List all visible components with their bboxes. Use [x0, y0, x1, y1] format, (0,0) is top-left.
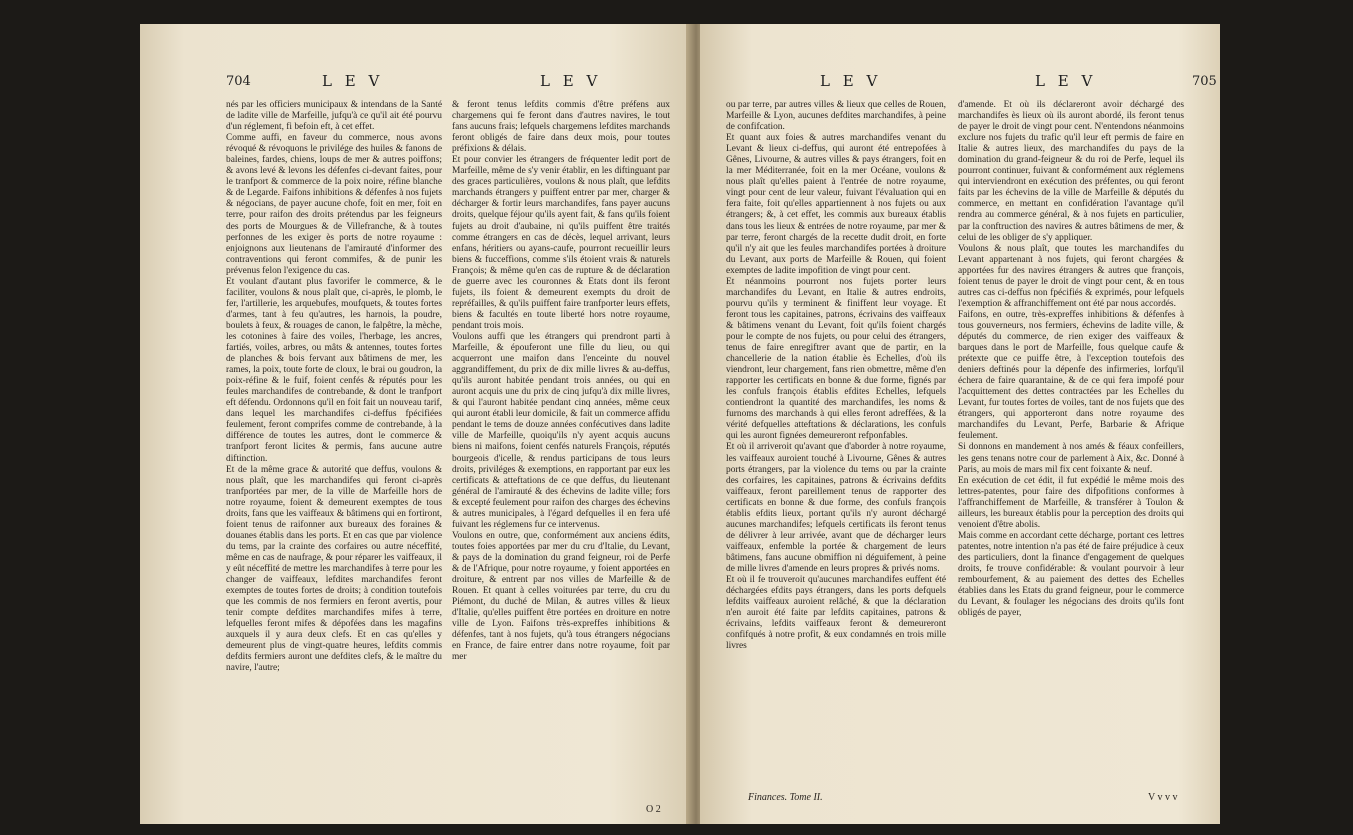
- running-head: L E V: [820, 72, 882, 90]
- text-column: & feront tenus lefdits commis d'être préfens aux chargemens qui fe feront dans d'autres navires, le tout fans aucuns frais; lefquels chargemens lefdites marchands feront obligés de faire dans deux mois, pour toutes préfixions & délais. Et pour convier les étrangers de fréquenter ledit port de Marfeille, même de s'y venir établir, en les diftinguant par des graces particulières, voulons & nous plaît, que lefdits marchands étrangers y puiffent entrer par mer, charger & décharger & fortir leurs marchandifes, fans payer aucuns droits, quelque féjour qu'ils ayent fait, & fans qu'ils foient fujets au droit d'aubaine, ni qu'ils puiffent être traités comme étrangers en cas de décès, lequel arrivant, leurs enfans, héritiers ou ayans-caufe, pourront recueillir leurs biens & fucceffions, comme s'ils étoient vrais & naturels François; & même qu'en cas de rupture & de déclaration de guerre avec les couronnes & Etats dont ils feront fujets, ils foient & demeurent exempts du droit de repréfailles, & qu'ils puiffent faire tranfporter leurs effets, biens & facultés en toute liberté hors notre royaume, pendant trois mois. Voulons auffi que les étrangers qui prendront parti à Marfeille, & épouferont une fille du lieu, ou qui acquerront une maifon dans l'enceinte du nouvel aggrandiffement, du prix de dix mille livres & au-deffus, qu'ils auront habitée pendant trois années, ou qui en auront acquis une du prix de cinq jufqu'à dix mille livres, & qui l'auront habitée pendant cinq années, même ceux qui auront établi leur domicile, & fait un commerce affidu pendant le tems de douze années confécutives dans ladite ville de Marfeille, quoiqu'ils n'y ayent acquis aucuns biens ni maifons, foient cenfés naturels François, réputés bourgeois d'icelle, & rendus participans de tous leurs droits, priviléges & exemptions, en rapportant par eux les certificats & atteftations de ce que deffus, du lieutenant général de l'amirauté & des échevins de ladite ville; fors & excepté feulement pour raifon des charges des échevins & autres municipales, à l'égard defquelles il en fera ufé fuivant les réglemens fur ce intervenus. Voulons en outre, que, conformément aux anciens édits, toutes foies apportées par mer du cru d'Italie, du Levant, & pays de la domination du grand feigneur, roi de Perfe & de l'Afrique, pour notre royaume, y foient apportées en droiture, & entrent par nos villes de Marfeille & de Rouen. Et quant à celles voiturées par terre, du cru du Piémont, du duché de Milan, & autres villes & lieux d'Italie, qu'elles puiffent être portées en droiture en notre ville de Lyon. Faifons très-expreffes inhibitions & défenfes, tant à nos fujets, qu'à tous étrangers négocians en France, de faire entrer dans notre royaume, foit par mer: [452, 100, 670, 663]
- text-column: ou par terre, par autres villes & lieux que celles de Rouen, Marfeille & Lyon, aucunes defdites marchandifes, à peine de confifcation. Et quant aux foies & autres marchandifes venant du Levant & lieux ci-deffus, qui auront été entrepofées à Gênes, Livourne, & autres villes & pays étrangers, foit en la mer Méditerranée, foit en la mer Océane, voulons & nous plaît qu'elles paient à l'entrée de notre royaume, vingt pour cent de leur valeur, fuivant l'évaluation qui en fera faite, foit qu'elles appartiennent à nos fujets ou aux étrangers; &, à cet effet, les commis aux bureaux établis dans tous les lieux & entrées de notre royaume, par mer & par terre, feront chargés de la recette dudit droit, en forte qu'il n'y ait que les feules marchandifes portées à droiture du Levant, aux ports de Marfeille & Rouen, qui foient exemptes de ladite impofition de vingt pour cent. Et néanmoins pourront nos fujets porter leurs marchandifes du Levant, en Italie & autres endroits, pourvu qu'ils y terminent & finiffent leur voyage. Et feront tous les capitaines, patrons, écrivains des vaiffeaux & bâtimens venant du Levant, foit qu'ils foient chargés pour le compte de nos fujets, ou pour celui des étrangers, tenus de faire enregiftrer avant que de partir, en la chancellerie de la nation établie ès Echelles, d'où ils viendront, leur chargement, fans rien obmettre, même d'en rapporter les certificats en bonne & due forme, fignés par les confuls françois établis efdites Echelles, lefquels contiendront la quantité des marchandifes, les noms & furnoms des marchands à qui elles feront adreffées, & la vérité defquelles atteftations & déclarations, les confuls qui les auront fignées demeureront refponfables. Et où il arriveroit qu'avant que d'aborder à notre royaume, les vaiffeaux auroient touché à Livourne, Gênes & autres ports étrangers, par la violence du tems ou par la crainte des corfaires, les capitaines, patrons & écrivains defdits vaiffeaux, feront pareillement tenus de rapporter des certificats en bonne & due forme, des confuls françois établis efdits lieux, portant qu'ils n'y auront déchargé aucunes marchandifes; lefquels certificats ils feront tenus de délivrer à leur arrivée, avant que de décharger leurs vaiffeaux, enfemble la portée & chargement de leurs bâtimens, fans aucune obmiffion ni déguifement, à peine de mille livres d'amende en leurs propres & privés noms. Et où il fe trouveroit qu'aucunes marchandifes euffent été déchargées efdits pays étrangers, dans les ports defquels lefdits vaiffeaux auroient relâché, & que la déclaration n'en auroit été faite par lefdits capitaines, patrons & écrivains, lefdits vaiffeaux feront & demeureront confifqués à notre profit, & eux condamnés en trois mille livres: [726, 100, 946, 652]
- running-head: L E V: [540, 72, 602, 90]
- right-page: [700, 24, 1220, 824]
- left-page: [140, 24, 692, 824]
- page-number: 705: [1192, 74, 1217, 89]
- running-head: L E V: [322, 72, 384, 90]
- signature-mark: V v v v: [1148, 792, 1178, 803]
- signature-mark: O 2: [646, 804, 661, 815]
- running-head: L E V: [1035, 72, 1097, 90]
- text-column: d'amende. Et où ils déclareront avoir déchargé des marchandifes ès lieux où ils auront abordé, ils feront tenus de payer le droit de vingt pour cent. N'entendons néanmoins exclure nos fujets du trafic qu'il leur eft permis de faire en Italie & autres lieux, des marchandifes du pays de la domination du grand-feigneur & du roi de Perfe, lequel ils pourront continuer, fuivant & conformément aux réglemens qui interviendront en exécution des préfentes, ou qui feront faits par les échevins de la ville de Marfeille & députés du commerce, en mettant en confidération l'avantage qu'il rendra au commerce général, & à nos fujets en particulier, par la conftruction des navires & autres bâtimens de mer, & celui de les obliger de s'y appliquer. Voulons & nous plaît, que toutes les marchandifes du Levant appartenant à nos fujets, qui feront chargées & apportées fur des navires étrangers & autres que françois, foient tenus de payer le droit de vingt pour cent, & en tous autres cas ci-deffus non fpécifiés & exprimés, pour lefquels l'exemption & affranchiffement ont été par nous accordés. Faifons, en outre, très-expreffes inhibitions & défenfes à tous gouverneurs, nos fermiers, échevins de ladite ville, & députés du commerce, de rien exiger des vaiffeaux & barques dans le port de Marfeille, fous quelque caufe & prétexte que ce puiffe être, à l'exception toutefois des deniers deftinés pour la dépenfe des infirmeries, lorfqu'il échera de faire quarantaine, & de ce qui fera impofé pour l'acquittement des dettes contractées par les Echelles du Levant, fur toutes fortes de voiles, tant de nos fujets que des étrangers, qui apporteront dans notre royaume des marchandifes du Levant, Perfe, Barbarie & Afrique feulement. Si donnons en mandement à nos amés & féaux confeillers, les gens tenans notre cour de parlement à Aix, &c. Donné à Paris, au mois de mars mil fix cent foixante & neuf. En exécution de cet édit, il fut expédié le même mois des lettres-patentes, pour faire des difpofitions conformes à l'affranchiffement de Marfeille, & transférer à Toulon & ailleurs, les bureaux établis pour la perception des droits qui venoient d'être abolis. Mais comme en accordant cette décharge, portant ces lettres patentes, notre intention n'a pas été de faire préjudice à ceux des particuliers, dont la finance d'engagement de quelques droits, fe trouve confidérable: & voulant pourvoir à leur rembourfement, & au paiement des dettes des Echelles établies dans les Etats du grand feigneur, pour le commerce du Levant, & foulager les négocians des droits qu'ils font obligés de payer,: [958, 100, 1184, 619]
- page-number: 704: [226, 74, 251, 89]
- open-book: [140, 24, 1220, 824]
- footer-title: Finances. Tome II.: [748, 792, 823, 803]
- text-column: nés par les officiers municipaux & intendans de la Santé de ladite ville de Marfeille, jufqu'à ce qu'il ait été pourvu d'un réglement, fi befoin eft, à cet effet. Comme auffi, en faveur du commerce, nous avons révoqué & révoquons le privilége des huiles & fanons de baleines, fardes, chiens, loups de mer & autres poiffons; & avons levé & levons les défenfes ci-devant faites, pour le tranfport & commerce de la poix noire, réfine blanche & de Legarde. Faifons inhibitions & défenfes à nos fujets & négocians, de payer aucune chofe, foit en mer, foit en terre, pour raifon des droits prétendus par les feigneurs des ports de Mourgues & de Villefranche, & à toutes perfonnes de les exiger ès ports de notre royaume : enjoignons aux lieutenans de l'amirauté d'informer des contraventions qui feront commifes, & de punir les prévenus felon l'exigence du cas. Et voulant d'autant plus favorifer le commerce, & le faciliter, voulons & nous plaît que, ci-après, le plomb, le fer, l'artillerie, les arquebufes, moufquets, & toutes fortes d'armes, tant à feu qu'autres, les harnois, la poudre, boulets à feux, & rouages de canon, le falpêtre, la mèche, les cotonines à faire des voiles, l'herbage, les ancres, fartiés, voiles, arbres, ou mâts & antennes, toutes fortes de planches & bois fervant aux bâtimens de mer, les rames, la poix, toute forte de cloux, le brai ou goudron, la poix-réfine & le fuif, foient cenfés & réputés pour les feules marchandifes de contrebande, & dont le tranfport eft défendu. Ordonnons qu'il en foit fait un nouveau tarif, dans lequel les marchandifes ci-deffus fpécifiées feulement, feront comprifes comme de contrebande, à la différence de toutes les autres, dont le commerce & tranfport feront licites & permis, fans aucune autre diftinction. Et de la même grace & autorité que deffus, voulons & nous plaît, que les marchandifes qui feront ci-après tranfportées par mer, de la ville de Marfeille hors de notre royaume, foient & demeurent exemptes de tous droits, fans que les vaiffeaux & bâtimens qui en fortiront, foient tenus de raifonner aux bureaux des foraines & douanes établis dans les ports. Et en cas que par violence du tems, par la crainte des corfaires ou autre néceffité, même en cas de naufrage, & pour réparer les vaiffeaux, il y eût néceffité de mettre les marchandifes à terre pour les changer de vaiffeaux, lefdites marchandifes feront exemptes de toutes fortes de droits; à condition toutefois que les commis de nos fermiers en feront avertis, pour tenir compte defdites marchandifes mifes à terre, lefquelles feront mifes & dépofées dans les magafins auxquels il y aura deux clefs. Et en cas qu'elles y demeurent plus de vingt-quatre heures, lefdits commis defdits fermiers auront une defdites clefs, & le maître du navire, l'autre;: [226, 100, 442, 674]
